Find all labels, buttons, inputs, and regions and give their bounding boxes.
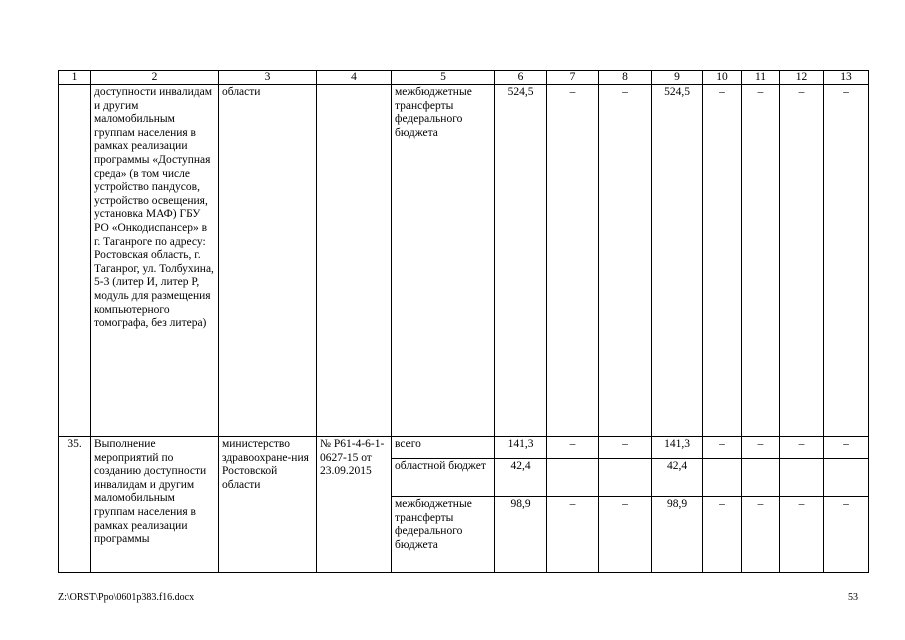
table-row-35-total bbox=[59, 437, 869, 459]
value-col-12: – bbox=[780, 437, 824, 459]
value-col-12: – bbox=[780, 497, 824, 573]
col-header-9: 9 bbox=[652, 71, 703, 85]
value-col-8: – bbox=[599, 497, 652, 573]
funding-source: всего bbox=[392, 437, 495, 459]
value-col-10: – bbox=[703, 85, 742, 437]
value-col-13: – bbox=[824, 85, 869, 437]
value-col-9: 42,4 bbox=[652, 459, 703, 497]
col-header-8: 8 bbox=[599, 71, 652, 85]
col-header-4: 4 bbox=[317, 71, 392, 85]
measure-name: Выполнение мероприятий по созданию доступности инвалидам и другим маломобильным группам населения в рамках реализации программы bbox=[91, 437, 219, 573]
col-header-13: 13 bbox=[824, 71, 869, 85]
value-col-10 bbox=[703, 459, 742, 497]
budget-table bbox=[58, 70, 869, 573]
table-row-continued bbox=[59, 85, 869, 437]
col-header-12: 12 bbox=[780, 71, 824, 85]
value-col-12: – bbox=[780, 85, 824, 437]
value-col-6: 524,5 bbox=[495, 85, 547, 437]
col-header-6: 6 bbox=[495, 71, 547, 85]
col-header-5: 5 bbox=[392, 71, 495, 85]
value-col-9: 141,3 bbox=[652, 437, 703, 459]
value-col-11 bbox=[742, 459, 780, 497]
col-header-3: 3 bbox=[219, 71, 317, 85]
value-col-10: – bbox=[703, 497, 742, 573]
col-header-11: 11 bbox=[742, 71, 780, 85]
value-col-7 bbox=[547, 459, 599, 497]
value-col-8: – bbox=[599, 85, 652, 437]
col-header-2: 2 bbox=[91, 71, 219, 85]
value-col-13 bbox=[824, 459, 869, 497]
value-col-6: 42,4 bbox=[495, 459, 547, 497]
value-col-11: – bbox=[742, 437, 780, 459]
executor: области bbox=[219, 85, 317, 437]
value-col-8 bbox=[599, 459, 652, 497]
row-number bbox=[59, 85, 91, 437]
value-col-7: – bbox=[547, 497, 599, 573]
row-number: 35. bbox=[59, 437, 91, 573]
value-col-7: – bbox=[547, 437, 599, 459]
value-col-11: – bbox=[742, 85, 780, 437]
value-col-12 bbox=[780, 459, 824, 497]
funding-source: межбюджетные трансферты федерального бюджета bbox=[392, 497, 495, 573]
document-ref bbox=[317, 85, 392, 437]
value-col-6: 98,9 bbox=[495, 497, 547, 573]
value-col-6: 141,3 bbox=[495, 437, 547, 459]
value-col-13: – bbox=[824, 497, 869, 573]
value-col-11: – bbox=[742, 497, 780, 573]
measure-name: доступности инвалидам и другим маломобильным группам населения в рамках реализации программы «Доступная среда» (в том числе устройство пандусов, устройство освещения, установка МАФ) ГБУ РО «Онкодиспансер» в г. Таганроге по адресу: Ростовская область, г. Таганрог, ул. Толбухина, 5-3 (литер И, литер Р, модуль для размещения компьютерного томографа, без литера) bbox=[91, 85, 219, 437]
document-ref: № Р61-4-6-1-0627-15 от 23.09.2015 bbox=[317, 437, 392, 573]
value-col-9: 524,5 bbox=[652, 85, 703, 437]
col-header-1: 1 bbox=[59, 71, 91, 85]
funding-source: межбюджетные трансферты федерального бюджета bbox=[392, 85, 495, 437]
value-col-13: – bbox=[824, 437, 869, 459]
executor: министерство здравоохране-ния Ростовской области bbox=[219, 437, 317, 573]
value-col-7: – bbox=[547, 85, 599, 437]
value-col-9: 98,9 bbox=[652, 497, 703, 573]
footer-file-path: Z:\ORST\Ppo\0601p383.f16.docx bbox=[58, 592, 195, 603]
header-row bbox=[59, 71, 869, 85]
col-header-7: 7 bbox=[547, 71, 599, 85]
funding-source: областной бюджет bbox=[392, 459, 495, 497]
page-number: 53 bbox=[848, 592, 858, 603]
value-col-8: – bbox=[599, 437, 652, 459]
value-col-10: – bbox=[703, 437, 742, 459]
col-header-10: 10 bbox=[703, 71, 742, 85]
